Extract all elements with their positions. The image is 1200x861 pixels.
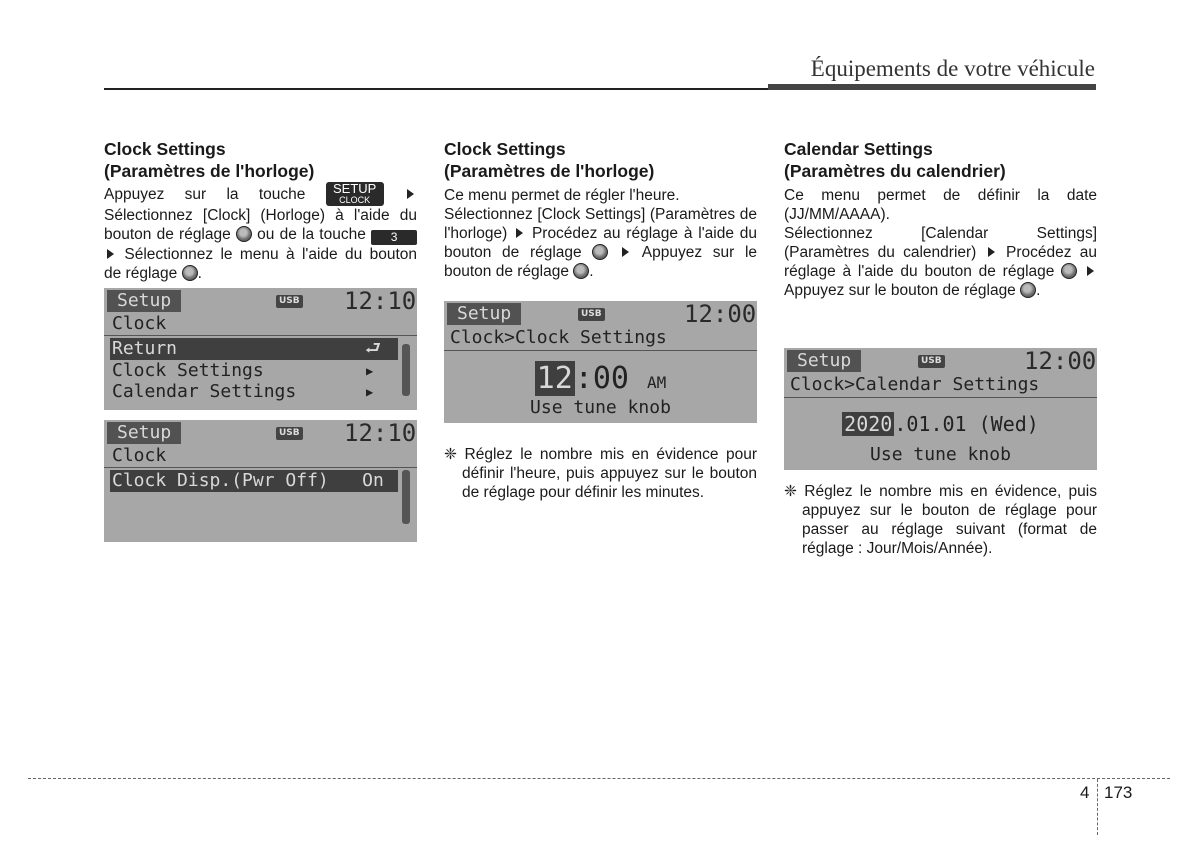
arrow-right-icon bbox=[988, 247, 995, 257]
return-icon: ⮐ bbox=[348, 338, 398, 360]
tune-knob-icon bbox=[236, 226, 252, 242]
ampm-field[interactable]: AM bbox=[647, 373, 667, 392]
arrow-right-icon bbox=[516, 228, 523, 238]
note-paragraph: ❈ Réglez le nombre mis en évidence, puis appuyez sur le bouton de réglage pour passer au réglage suivant (format de réglage : Jour/Mois/Année). bbox=[784, 483, 1097, 557]
chapter-number: 4 bbox=[1080, 783, 1090, 802]
usb-icon: USB bbox=[276, 295, 303, 308]
arrow-right-icon bbox=[622, 247, 629, 257]
screen-subtitle: Clock>Calendar Settings bbox=[790, 374, 1040, 395]
usb-icon: USB bbox=[918, 355, 945, 368]
scrollbar[interactable] bbox=[402, 344, 410, 396]
header-rule-accent bbox=[768, 84, 1096, 90]
tune-knob-icon bbox=[592, 244, 608, 260]
tune-knob-icon bbox=[1061, 263, 1077, 279]
screen-time: 12:00 bbox=[1024, 348, 1097, 375]
minute-field[interactable]: :00 bbox=[574, 361, 629, 396]
menu-item-calendar-settings[interactable]: Calendar Settings bbox=[112, 381, 297, 402]
arrow-right-icon bbox=[1087, 266, 1094, 276]
year-field[interactable]: 2020 bbox=[844, 412, 893, 436]
section-subheading: (Paramètres du calendrier) bbox=[784, 161, 1006, 181]
clock-settings-screen bbox=[444, 301, 757, 423]
chevron-right-icon: ▶ bbox=[366, 364, 374, 378]
usb-icon: USB bbox=[276, 427, 303, 440]
tune-knob-icon bbox=[182, 265, 198, 281]
screen-subtitle: Clock bbox=[112, 445, 167, 466]
toggle-value[interactable]: On bbox=[348, 470, 398, 492]
clock-value bbox=[444, 361, 757, 401]
screen-subtitle: Clock bbox=[112, 313, 167, 334]
scrollbar[interactable] bbox=[402, 470, 410, 524]
screen-time: 12:10 bbox=[344, 420, 417, 447]
number-key-icon: 3 bbox=[371, 230, 417, 245]
date-rest[interactable]: .01.01 (Wed) bbox=[894, 412, 1039, 436]
note-paragraph: ❈ Réglez le nombre mis en évidence pour définir l'heure, puis appuyez sur le bouton de réglage pour définir les minutes. bbox=[444, 446, 757, 501]
arrow-right-icon bbox=[107, 249, 114, 259]
section-heading: Clock Settings bbox=[104, 139, 226, 159]
note-clock bbox=[444, 445, 757, 502]
screen-title: Setup bbox=[107, 422, 181, 444]
date-value bbox=[784, 411, 1097, 437]
setup-screen-menu bbox=[104, 288, 417, 410]
menu-item-clock-display[interactable]: Clock Disp.(Pwr Off) bbox=[110, 470, 348, 492]
calendar-settings-screen bbox=[784, 348, 1097, 470]
setup-key-icon: SETUP CLOCK bbox=[326, 182, 384, 206]
column-clock-settings-1 bbox=[104, 138, 417, 283]
setup-screen-clock-display bbox=[104, 420, 417, 542]
section-heading: Calendar Settings bbox=[784, 139, 933, 159]
screen-hint: Use tune knob bbox=[530, 397, 671, 418]
page-number: 173 bbox=[1104, 783, 1133, 802]
instruction-paragraph: Sélectionnez [Clock Settings] (Paramètres de l'horloge) Procédez au réglage à l'aide du bouton de réglage Appuyez sur le bouton de réglage . bbox=[444, 206, 758, 280]
section-subheading: (Paramètres de l'horloge) bbox=[444, 161, 655, 181]
screen-time: 12:00 bbox=[684, 301, 757, 328]
screen-title: Setup bbox=[787, 350, 861, 372]
usb-icon: USB bbox=[578, 308, 605, 321]
menu-item-clock-settings[interactable]: Clock Settings bbox=[112, 360, 264, 381]
running-header: Équipements de votre véhicule bbox=[810, 56, 1095, 81]
screen-subtitle: Clock>Clock Settings bbox=[450, 327, 667, 348]
screen-time: 12:10 bbox=[344, 288, 417, 315]
section-heading: Clock Settings bbox=[444, 139, 566, 159]
screen-hint: Use tune knob bbox=[870, 444, 1011, 465]
tune-knob-icon bbox=[1020, 282, 1036, 298]
intro-paragraph: Ce menu permet de définir la date (JJ/MM/AAAA). bbox=[784, 187, 1097, 223]
instruction-paragraph: Appuyez sur la touche SETUP CLOCK Sélectionnez [Clock] (Horloge) à l'aide du bouton de réglage ou de la touche 3 Sélectionnez le menu à l'aide du bouton de réglage . bbox=[104, 181, 418, 282]
intro-paragraph: Ce menu permet de régler l'heure. bbox=[444, 187, 680, 204]
section-subheading: (Paramètres de l'horloge) bbox=[104, 161, 315, 181]
footer-rule bbox=[28, 778, 1170, 779]
screen-title: Setup bbox=[447, 303, 521, 325]
column-clock-settings-2 bbox=[444, 138, 757, 281]
chevron-right-icon: ▶ bbox=[366, 385, 374, 399]
hour-field[interactable]: 12 bbox=[536, 361, 573, 396]
tune-knob-icon bbox=[573, 263, 589, 279]
arrow-right-icon bbox=[407, 189, 414, 199]
note-calendar bbox=[784, 482, 1097, 558]
instruction-paragraph: Sélectionnez [Calendar Settings] (Paramètres du calendrier) Procédez au réglage à l'aide du bouton de réglage Appuyez sur le bouton de réglage . bbox=[784, 225, 1098, 299]
menu-item-return[interactable]: Return bbox=[110, 338, 348, 360]
screen-title: Setup bbox=[107, 290, 181, 312]
column-calendar-settings bbox=[784, 138, 1097, 300]
footer-divider bbox=[1097, 779, 1098, 835]
